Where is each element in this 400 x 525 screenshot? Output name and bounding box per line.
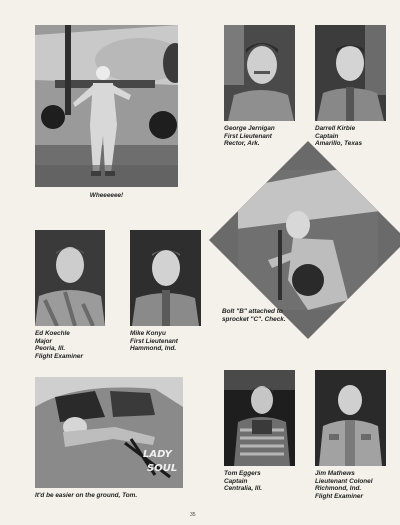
caption-wheeeee: Wheeeeee!: [89, 192, 124, 199]
portrait-konyu: [130, 230, 201, 326]
caption-konyu: Mike Konyu First Lieutenant Hammond, Ind.: [130, 330, 178, 353]
photo-aviator-by-plane: [35, 25, 178, 187]
caption-jernigan: George Jernigan First Lieutenant Rector, Ark.: [224, 125, 275, 148]
caption-koechle: Ed Koechle Major Peoria, Ill. Flight Examiner: [35, 330, 83, 360]
page-number: 35: [190, 512, 196, 518]
caption-kirbie: Darrell Kirbie Captain Amarillo, Texas: [315, 125, 363, 148]
portrait-kirbie: [315, 25, 386, 121]
caption-mathews: Jim Mathews Lieutenant Colonel Richmond, Ind. Flight Examiner: [315, 470, 373, 500]
portrait-jernigan: [224, 25, 295, 121]
portrait-mathews: [315, 370, 386, 466]
caption-bolt: Bolt "B" attached to sprocket "C". Check.: [222, 308, 286, 323]
photo-lady-soul-aircraft: [35, 377, 183, 488]
caption-eggers: Tom Eggers Captain Centralia, Ill.: [224, 470, 263, 493]
svg-text:SOUL: SOUL: [147, 463, 178, 474]
svg-text:LADY: LADY: [143, 449, 172, 460]
caption-lady-soul: It'd be easier on the ground, Tom.: [35, 492, 138, 499]
portrait-koechle: [35, 230, 105, 326]
portrait-eggers: [224, 370, 295, 466]
